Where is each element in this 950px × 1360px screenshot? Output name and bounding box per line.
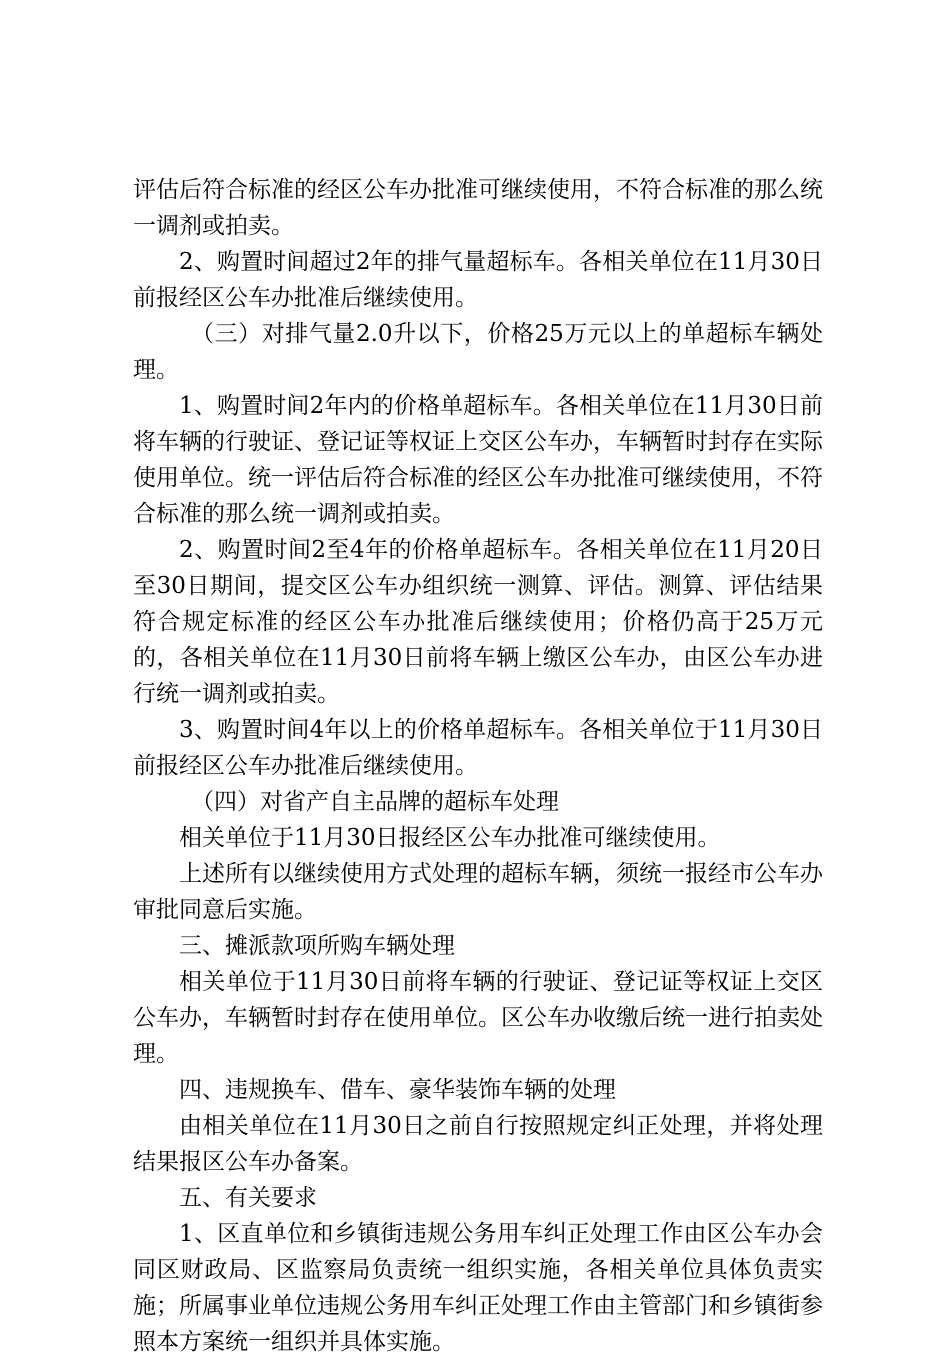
paragraph: 2、购置时间超过2年的排气量超标车。各相关单位在11月30日前报经区公车办批准后继续使用。: [133, 249, 823, 311]
paragraph: 相关单位于11月30日前将车辆的行驶证、登记证等权证上交区公车办，车辆暂时封存在使用单位。区公车办收缴后统一进行拍卖处理。: [133, 969, 823, 1067]
paragraph: 相关单位于11月30日报经区公车办批准可继续使用。: [179, 825, 721, 851]
paragraph: 2、购置时间2至4年的价格单超标车。各相关单位在11月20日至30日期间，提交区公车办组织统一测算、评估。测算、评估结果符合规定标准的经区公车办批准后继续使用；价格仍高于25万元的，各相关单位在11月30日前将车辆上缴区公车办，由区公车办进行统一调剂或拍卖。: [133, 537, 823, 707]
section-heading: （四）对省产自主品牌的超标车处理: [191, 789, 559, 815]
section-heading: 三、摊派款项所购车辆处理: [179, 933, 455, 959]
section-heading: （三）对排气量2.0升以下，价格25万元以上的单超标车辆处理。: [133, 321, 823, 383]
paragraph: 1、区直单位和乡镇街违规公务用车纠正处理工作由区公车办会同区财政局、区监察局负责统一组织实施，各相关单位具体负责实施；所属事业单位违规公务用车纠正处理工作由主管部门和乡镇街参照本方案统一组织并具体实施。: [133, 1221, 823, 1355]
paragraph: 上述所有以继续使用方式处理的超标车辆，须统一报经市公车办审批同意后实施。: [133, 861, 823, 923]
section-heading: 五、有关要求: [179, 1185, 317, 1211]
paragraph: 1、购置时间2年内的价格单超标车。各相关单位在11月30日前将车辆的行驶证、登记证等权证上交区公车办，车辆暂时封存在实际使用单位。统一评估后符合标准的经区公车办批准可继续使用，不符合标准的那么统一调剂或拍卖。: [133, 393, 823, 527]
section-heading: 四、违规换车、借车、豪华装饰车辆的处理: [179, 1077, 616, 1103]
paragraph: 3、购置时间4年以上的价格单超标车。各相关单位于11月30日前报经区公车办批准后继续使用。: [133, 717, 823, 779]
paragraph: 评估后符合标准的经区公车办批准可继续使用，不符合标准的那么统一调剂或拍卖。: [133, 177, 823, 239]
document-body: [133, 172, 823, 1360]
paragraph: 由相关单位在11月30日之前自行按照规定纠正处理，并将处理结果报区公车办备案。: [133, 1113, 823, 1175]
